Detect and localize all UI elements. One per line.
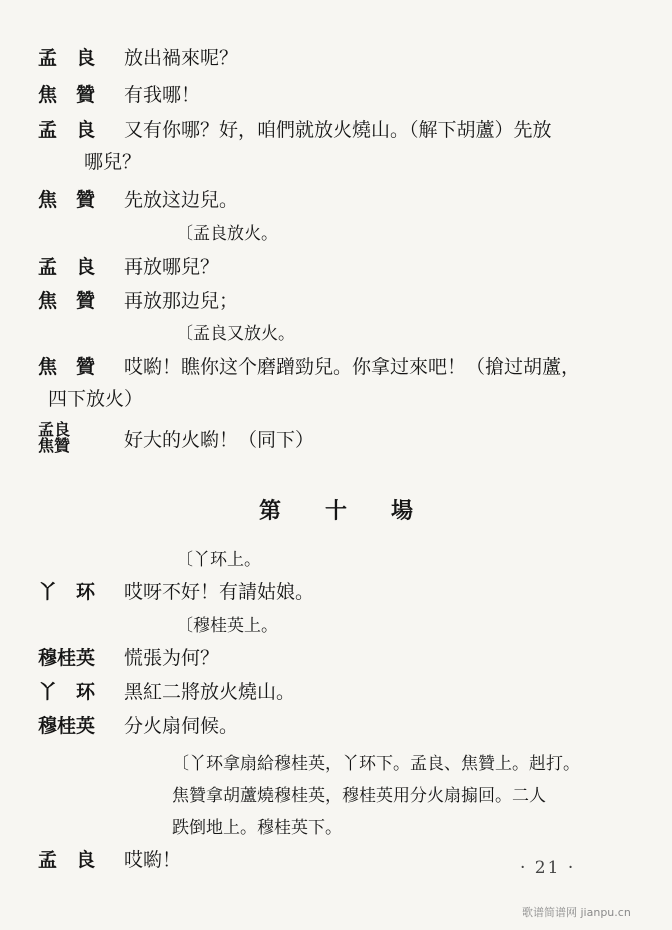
dialogue-text: 先放这边兒。 [124,189,239,211]
scene-heading: 第十場 [258,498,457,524]
stage-direction: 〔孟良放火。 [176,224,278,244]
speaker-name: 丫 环 [38,681,96,703]
stage-direction: 〔穆桂英上。 [176,616,278,636]
stage-direction: 〔丫环上。 [176,550,261,570]
speaker-name: 穆桂英 [38,715,96,737]
dialogue-text: 放出禍來呢？ [124,47,239,69]
speaker-name: 焦 贊 [38,84,96,106]
speaker-name: 孟 良 [38,119,96,141]
dialogue-text: 好大的火喲！（同下） [124,429,315,451]
dialogue-text: 哎喲！瞧你这个磨蹭勁兒。你拿过來吧！（搶过胡蘆， [124,356,581,378]
page-number: · 21 · [520,858,576,878]
speaker-name: 焦 贊 [38,290,96,312]
dialogue-text: 哎喲！ [124,849,182,871]
dialogue-text: 哎呀不好！有請姑娘。 [124,581,315,603]
dialogue-text: 哪兒？ [84,151,142,173]
stage-direction: 跌倒地上。穆桂英下。 [172,818,342,838]
speaker-name: 穆桂英 [38,647,96,669]
dialogue-text: 黑紅二將放火燒山。 [124,681,296,703]
speaker-name: 丫 环 [38,581,96,603]
dialogue-text: 慌張为何？ [124,647,220,669]
speaker-name: 孟 良 [38,256,96,278]
speaker-name: 焦 贊 [38,356,96,378]
speaker-name: 焦 贊 [38,189,96,211]
stage-direction: 〔孟良又放火。 [176,324,295,344]
watermark: 歌谱简谱网 jianpu.cn [522,906,631,919]
dialogue-text: 四下放火） [48,388,144,410]
dialogue-text: 又有你哪？好，咱們就放火燒山。（解下胡蘆）先放 [124,119,552,141]
dialogue-text: 再放那边兒； [124,290,239,312]
speaker-name: 孟 良 [38,849,96,871]
dialogue-text: 有我哪！ [124,84,201,106]
dialogue-text: 分火扇伺候。 [124,715,239,737]
dialogue-text: 再放哪兒？ [124,256,220,278]
speaker-name-top: 孟良 [38,420,71,439]
speaker-name-bottom: 焦贊 [38,436,71,455]
speaker-name: 孟 良 [38,47,96,69]
stage-direction: 〔丫环拿扇給穆桂英，丫环下。孟良、焦贊上。赳打。 [172,754,580,774]
stage-direction: 焦贊拿胡蘆燒穆桂英，穆桂英用分火扇搧回。二人 [172,786,546,806]
